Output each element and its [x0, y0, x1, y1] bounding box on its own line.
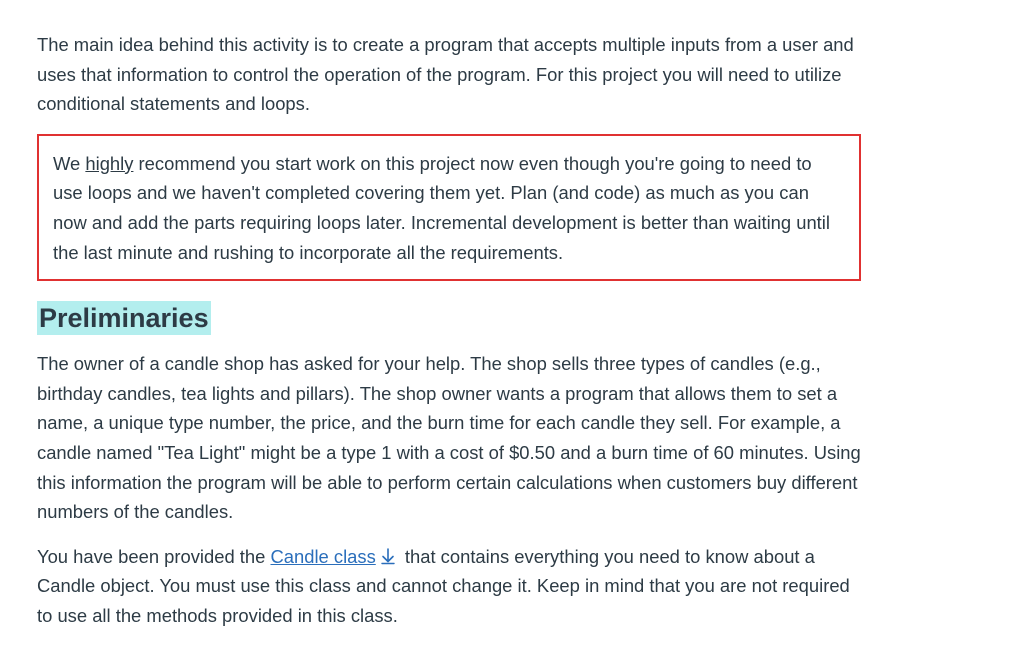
callout-text-pre: We [53, 152, 86, 174]
heading-wrapper [37, 301, 867, 335]
callout-text-post: recommend you start work on this project now even though you're going to need to use loops and we haven't completed covering them yet. Plan (and code) as much as you can now and add the parts requiring loops later. Incremental development is better than waiting until the last minute and rushing to incorporate all the requirements. [53, 152, 830, 263]
preliminaries-paragraph-1: The owner of a candle shop has asked for your help. The shop sells three types of candles (e.g., birthday candles, tea lights and pillars). The shop owner wants a program that allows them to set a name, a unique type number, the price, and the burn time for each candle they sell. For example, a candle named "Tea Light" might be a type 1 with a cost of $0.50 and a burn time of 60 minutes. Using this information the program will be able to perform certain calculations when customers buy different numbers of the candles. [37, 353, 861, 523]
intro-paragraph: The main idea behind this activity is to create a program that accepts multiple inputs from a user and uses that information to control the operation of the program. For this project you will need to utilize conditional statements and loops. [37, 34, 854, 115]
callout-box [37, 134, 861, 281]
download-icon[interactable] [380, 544, 396, 562]
paragraph-2-post: that contains everything you need to know about a Candle object. You must use this class and cannot change it. Keep in mind that you are not required to use all the methods provided in this class. [37, 545, 850, 626]
callout-emphasis: highly [85, 152, 134, 174]
section-heading-preliminaries: Preliminaries [39, 303, 209, 334]
candle-class-link[interactable]: Candle class [270, 545, 376, 567]
assignment-content [37, 30, 867, 631]
preliminaries-paragraph-2 [37, 542, 867, 631]
paragraph-2-pre: You have been provided the [37, 545, 271, 567]
callout-text [53, 149, 845, 267]
